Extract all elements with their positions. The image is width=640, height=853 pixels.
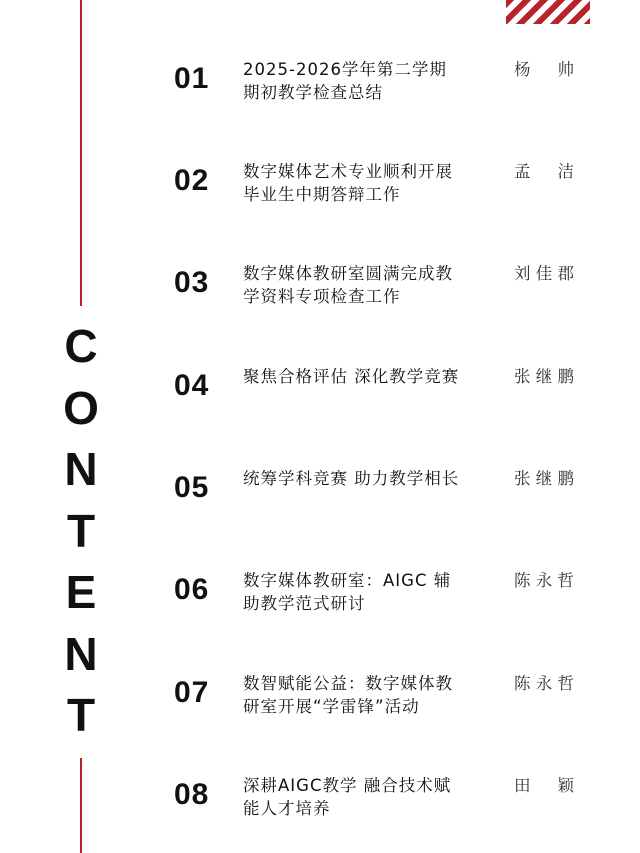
heading-letter: N [64, 627, 98, 680]
toc-entry[interactable] [0, 365, 640, 435]
entry-title: 聚焦合格评估 深化教学竞赛 [243, 367, 460, 386]
heading-letter: E [65, 566, 97, 618]
entry-author: 杨 帅 [514, 60, 574, 79]
entry-title: 数智赋能公益：数字媒体教 研室开展“学雷锋”活动 [243, 674, 453, 716]
entry-number: 08 [174, 778, 210, 811]
heading-letter: T [66, 689, 96, 741]
entry-number: 01 [174, 62, 210, 95]
entry-title: 2025-2026学年第二学期 期初教学检查总结 [243, 60, 447, 102]
entry-number: 07 [174, 676, 210, 709]
toc-entry[interactable] [0, 672, 640, 742]
entry-number: 06 [174, 573, 210, 606]
heading-letter: N [64, 443, 98, 495]
toc-entry[interactable] [0, 569, 640, 639]
heading-letter: T [66, 504, 96, 557]
entry-number: 03 [174, 266, 210, 299]
entry-number: 02 [174, 164, 210, 197]
entry-number: 04 [174, 369, 210, 402]
toc-entry[interactable] [0, 774, 640, 844]
entry-author: 孟 洁 [514, 162, 574, 181]
entry-author: 张继鹏 [514, 469, 574, 488]
entry-author: 陈永哲 [514, 571, 574, 590]
vertical-rule-top [80, 0, 82, 306]
entry-title: 深耕AIGC教学 融合技术赋 能人才培养 [243, 776, 452, 818]
entry-title: 统筹学科竞赛 助力教学相长 [243, 469, 460, 488]
decorative-stripes [506, 0, 590, 24]
toc-entry[interactable] [0, 58, 640, 128]
toc-entry[interactable] [0, 160, 640, 230]
entry-author: 陈永哲 [514, 674, 574, 693]
heading-letter: C [64, 320, 98, 372]
heading-letter: O [63, 381, 99, 434]
entry-author: 田 颖 [514, 776, 574, 795]
toc-entry[interactable] [0, 262, 640, 332]
entry-author: 刘佳郡 [514, 264, 574, 283]
entry-number: 05 [174, 471, 210, 504]
entry-title: 数字媒体教研室圆满完成教 学资料专项检查工作 [243, 264, 453, 306]
entry-author: 张继鹏 [514, 367, 574, 386]
toc-entry[interactable] [0, 467, 640, 537]
entry-title: 数字媒体艺术专业顺利开展 毕业生中期答辩工作 [243, 162, 453, 204]
entry-title: 数字媒体教研室：AIGC 辅 助教学范式研讨 [243, 571, 452, 613]
